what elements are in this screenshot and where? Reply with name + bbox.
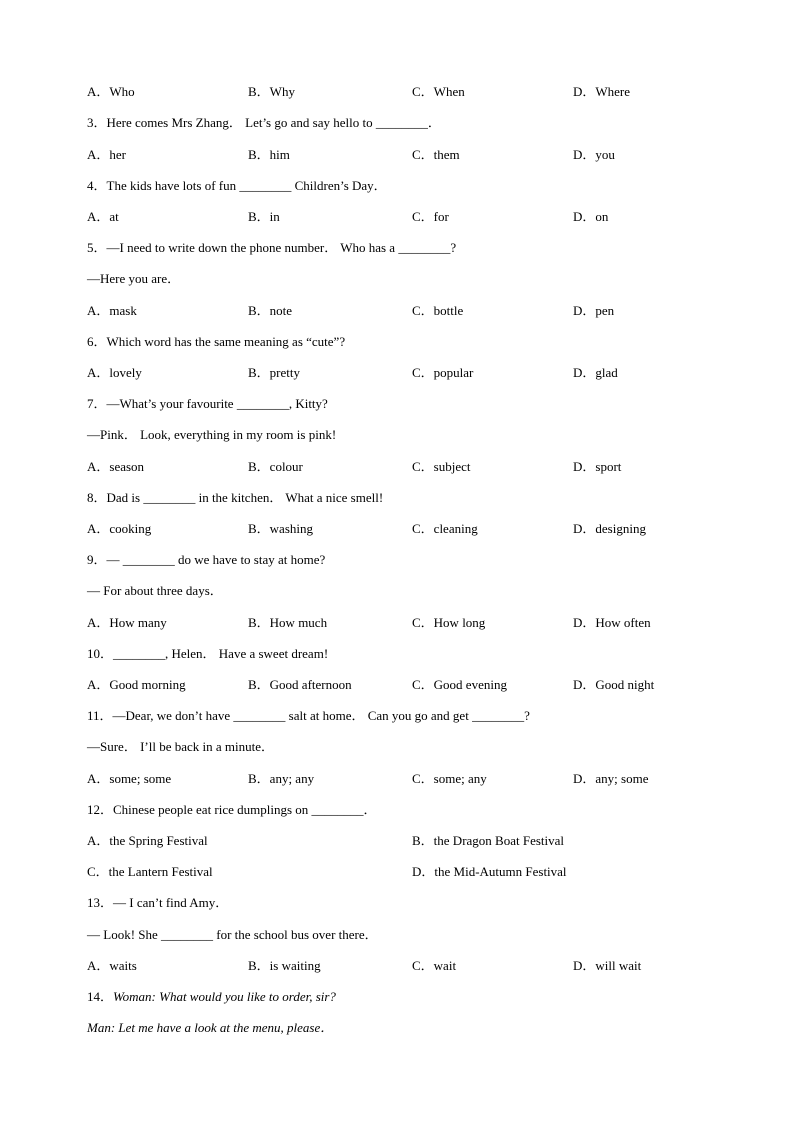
- q5-options: [87, 303, 727, 319]
- q12-option-d[interactable]: D．the Mid-Autumn Festival: [412, 864, 567, 879]
- q3-option-a[interactable]: A．her: [87, 147, 126, 162]
- q5-option-a[interactable]: A．mask: [87, 303, 137, 318]
- q2-option-b[interactable]: B．Why: [248, 84, 295, 99]
- q9-option-a[interactable]: A．How many: [87, 615, 167, 630]
- q3-option-d[interactable]: D．you: [573, 147, 615, 162]
- q10-stem: 10．________, Helen． Have a sweet dream!: [87, 646, 329, 661]
- q6-option-b[interactable]: B．pretty: [248, 365, 300, 380]
- q12-option-c[interactable]: C．the Lantern Festival: [87, 864, 213, 879]
- q2-options: [87, 84, 727, 100]
- q9-option-b[interactable]: B．How much: [248, 615, 328, 630]
- q12-option-b[interactable]: B．the Dragon Boat Festival: [412, 833, 565, 848]
- q11-stem: 11．—Dear, we don’t have ________ salt at home． Can you go and get ________?: [87, 708, 530, 723]
- q9-reply: — For about three days．: [87, 583, 223, 598]
- q12-options-row1: [87, 833, 727, 849]
- q10-option-d[interactable]: D．Good night: [573, 677, 655, 692]
- q7-option-d[interactable]: D．sport: [573, 459, 622, 474]
- q8-options: [87, 521, 727, 537]
- q7-stem: 7．—What’s your favourite ________, Kitty?: [87, 396, 328, 411]
- q8-option-d[interactable]: D．designing: [573, 521, 646, 536]
- q12-stem: 12．Chinese people eat rice dumplings on ________．: [87, 802, 377, 817]
- q7-option-b[interactable]: B．colour: [248, 459, 303, 474]
- q11-option-a[interactable]: A．some; some: [87, 771, 172, 786]
- q6-option-d[interactable]: D．glad: [573, 365, 618, 380]
- q2-option-a[interactable]: A．Who: [87, 84, 135, 99]
- q13-option-c[interactable]: C．wait: [412, 958, 457, 973]
- q4-option-b[interactable]: B．in: [248, 209, 280, 224]
- q3-option-b[interactable]: B．him: [248, 147, 290, 162]
- q9-options: [87, 615, 727, 631]
- q9-option-d[interactable]: D．How often: [573, 615, 651, 630]
- q13-options: [87, 958, 727, 974]
- q11-option-c[interactable]: C．some; any: [412, 771, 487, 786]
- q14-dialogue-woman: Woman: What would you like to order, sir?: [113, 989, 336, 1004]
- q11-options: [87, 771, 727, 787]
- q12-option-a[interactable]: A．the Spring Festival: [87, 833, 208, 848]
- q13-reply: — Look! She ________ for the school bus over there．: [87, 927, 378, 942]
- q5-stem: 5．—I need to write down the phone number． Who has a ________?: [87, 240, 457, 255]
- q4-option-a[interactable]: A．at: [87, 209, 119, 224]
- q7-option-c[interactable]: C．subject: [412, 459, 471, 474]
- q3-options: [87, 147, 727, 163]
- q7-options: [87, 459, 727, 475]
- q3-option-c[interactable]: C．them: [412, 147, 460, 162]
- q8-option-b[interactable]: B．washing: [248, 521, 314, 536]
- q9-option-c[interactable]: C．How long: [412, 615, 486, 630]
- q2-option-c[interactable]: C．When: [412, 84, 465, 99]
- q13-stem: 13．— I can’t find Amy．: [87, 895, 229, 910]
- q8-stem: 8．Dad is ________ in the kitchen． What a nice smell!: [87, 490, 384, 505]
- q11-option-d[interactable]: D．any; some: [573, 771, 649, 786]
- q6-option-a[interactable]: A．lovely: [87, 365, 142, 380]
- q10-option-b[interactable]: B．Good afternoon: [248, 677, 352, 692]
- q7-option-a[interactable]: A．season: [87, 459, 145, 474]
- q5-option-b[interactable]: B．note: [248, 303, 293, 318]
- q13-option-a[interactable]: A．waits: [87, 958, 137, 973]
- q12-options-row2: [87, 864, 727, 880]
- q4-option-c[interactable]: C．for: [412, 209, 449, 224]
- q10-option-c[interactable]: C．Good evening: [412, 677, 507, 692]
- q14-dialogue-man: Man: Let me have a look at the menu, please．: [87, 1020, 334, 1035]
- q11-reply: —Sure． I’ll be back in a minute．: [87, 739, 275, 754]
- q6-stem: 6．Which word has the same meaning as “cute”?: [87, 334, 346, 349]
- q14-number: 14．: [87, 989, 114, 1004]
- q5-option-d[interactable]: D．pen: [573, 303, 615, 318]
- q4-options: [87, 209, 727, 225]
- q6-option-c[interactable]: C．popular: [412, 365, 474, 380]
- q9-stem: 9．— ________ do we have to stay at home?: [87, 552, 326, 567]
- q8-option-c[interactable]: C．cleaning: [412, 521, 478, 536]
- q6-options: [87, 365, 727, 381]
- q5-reply: —Here you are．: [87, 271, 181, 286]
- q2-option-d[interactable]: D．Where: [573, 84, 631, 99]
- q3-stem: 3．Here comes Mrs Zhang． Let’s go and say hello to ________．: [87, 115, 441, 130]
- q4-option-d[interactable]: D．on: [573, 209, 609, 224]
- q11-option-b[interactable]: B．any; any: [248, 771, 315, 786]
- q4-stem: 4．The kids have lots of fun ________ Children’s Day．: [87, 178, 387, 193]
- q10-option-a[interactable]: A．Good morning: [87, 677, 186, 692]
- q7-reply: —Pink． Look, everything in my room is pink!: [87, 427, 337, 442]
- q14-stem: [87, 989, 336, 1005]
- q13-option-b[interactable]: B．is waiting: [248, 958, 321, 973]
- q10-options: [87, 677, 727, 693]
- q8-option-a[interactable]: A．cooking: [87, 521, 152, 536]
- q13-option-d[interactable]: D．will wait: [573, 958, 642, 973]
- q5-option-c[interactable]: C．bottle: [412, 303, 464, 318]
